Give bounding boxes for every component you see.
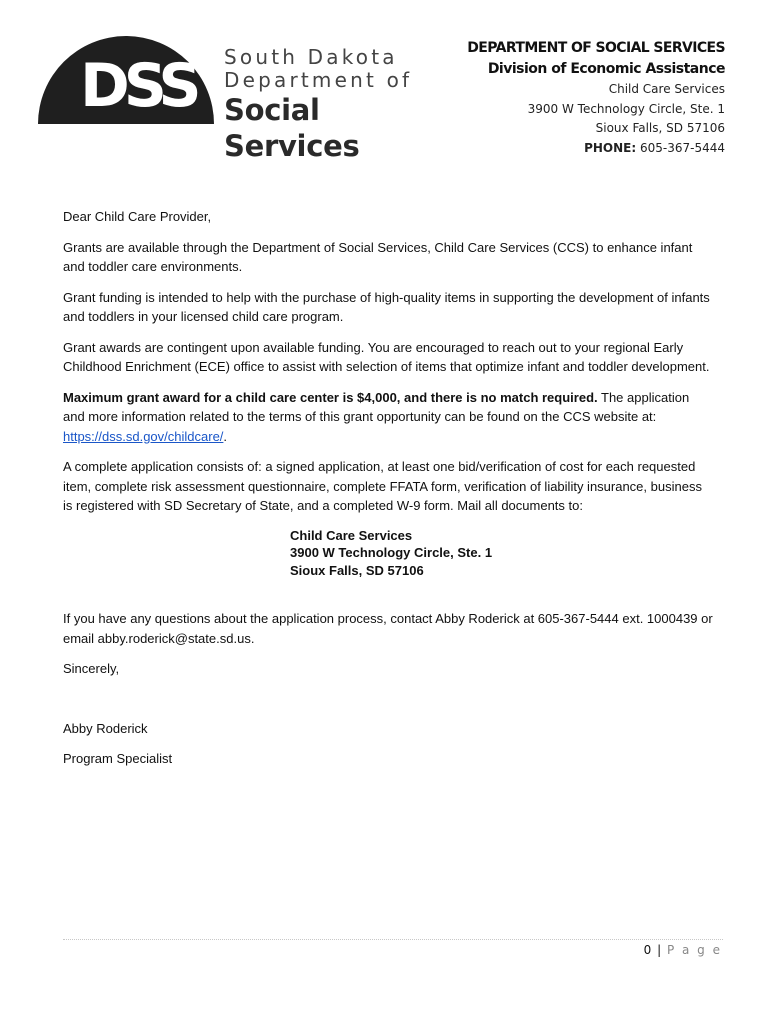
- footer-divider: [63, 939, 723, 940]
- page-number: 0: [643, 943, 652, 957]
- paragraph-grant-awards: Grant awards are contingent upon available funding. You are encouraged to reach out to your regional Early Childhood Enrichment (ECE) office to assist with selection of items that optimize infant and toddler development.: [63, 339, 710, 374]
- ccs-website-link[interactable]: https://dss.sd.gov/childcare/: [63, 428, 224, 444]
- mailing-address-line3: Sioux Falls, SD 57106: [290, 562, 424, 578]
- department-title: DEPARTMENT OF SOCIAL SERVICES: [467, 40, 725, 56]
- signer-title: Program Specialist: [63, 751, 173, 766]
- division-title: Division of Economic Assistance: [487, 61, 725, 77]
- logo-letters: DSS: [80, 51, 196, 121]
- mailing-address-line2: 3900 W Technology Circle, Ste. 1: [290, 545, 493, 560]
- maximum-award-statement: Maximum grant award for a child care center is $4,000, and there is no match required.: [63, 389, 598, 405]
- logo-social-services: Social Services: [224, 93, 360, 163]
- page-label: P a g e: [666, 943, 722, 957]
- closing: Sincerely,: [63, 661, 120, 676]
- paragraph-maximum-award: [63, 388, 713, 447]
- paragraph-grants-available: Grants are available through the Department of Social Services, Child Care Services (CCS) to enhance infant and toddler care environments.: [63, 239, 693, 274]
- salutation: Dear Child Care Provider,: [63, 209, 212, 224]
- paragraph-contact: If you have any questions about the application process, contact Abby Roderick at 605-367-5444 ext. 1000439 or email abby.roderick@state.sd.us.: [63, 611, 713, 646]
- phone-number: 605-367-5444: [639, 140, 725, 155]
- logo-state: South Dakota: [224, 45, 398, 69]
- office-phone: [467, 139, 725, 159]
- signer-name: Abby Roderick: [63, 720, 148, 736]
- paragraph-application-contents: A complete application consists of: a signed application, at least one bid/verification of cost for each requested item, complete risk assessment questionnaire, complete FFATA form, verification of liability insurance, business is registered with SD Secretary of State, and a completed W-9 form. Mail all documents to:: [63, 459, 702, 513]
- logo-department: Department of: [224, 68, 413, 92]
- office-address-line1: 3900 W Technology Circle, Ste. 1: [527, 101, 725, 116]
- page-separator: |: [657, 943, 662, 957]
- mailing-address-line1: Child Care Services: [290, 527, 413, 543]
- dss-logo: [38, 34, 458, 163]
- office-name: Child Care Services: [608, 82, 725, 96]
- paragraph-grant-funding: Grant funding is intended to help with the purchase of high-quality items in supporting the development of infants and toddlers in your licensed child care program.: [63, 289, 710, 324]
- period: .: [223, 428, 228, 444]
- mailing-address: [290, 527, 713, 580]
- letter-body: [63, 207, 713, 780]
- phone-label: PHONE:: [584, 140, 637, 155]
- office-address-line2: Sioux Falls, SD 57106: [595, 121, 725, 135]
- logo-wordmark: [224, 46, 464, 164]
- letterhead: [467, 38, 725, 158]
- page-footer: [644, 943, 722, 957]
- application-info-text: The application and more information related to the terms of this grant opportunity can be found on the CCS website at:: [63, 389, 690, 424]
